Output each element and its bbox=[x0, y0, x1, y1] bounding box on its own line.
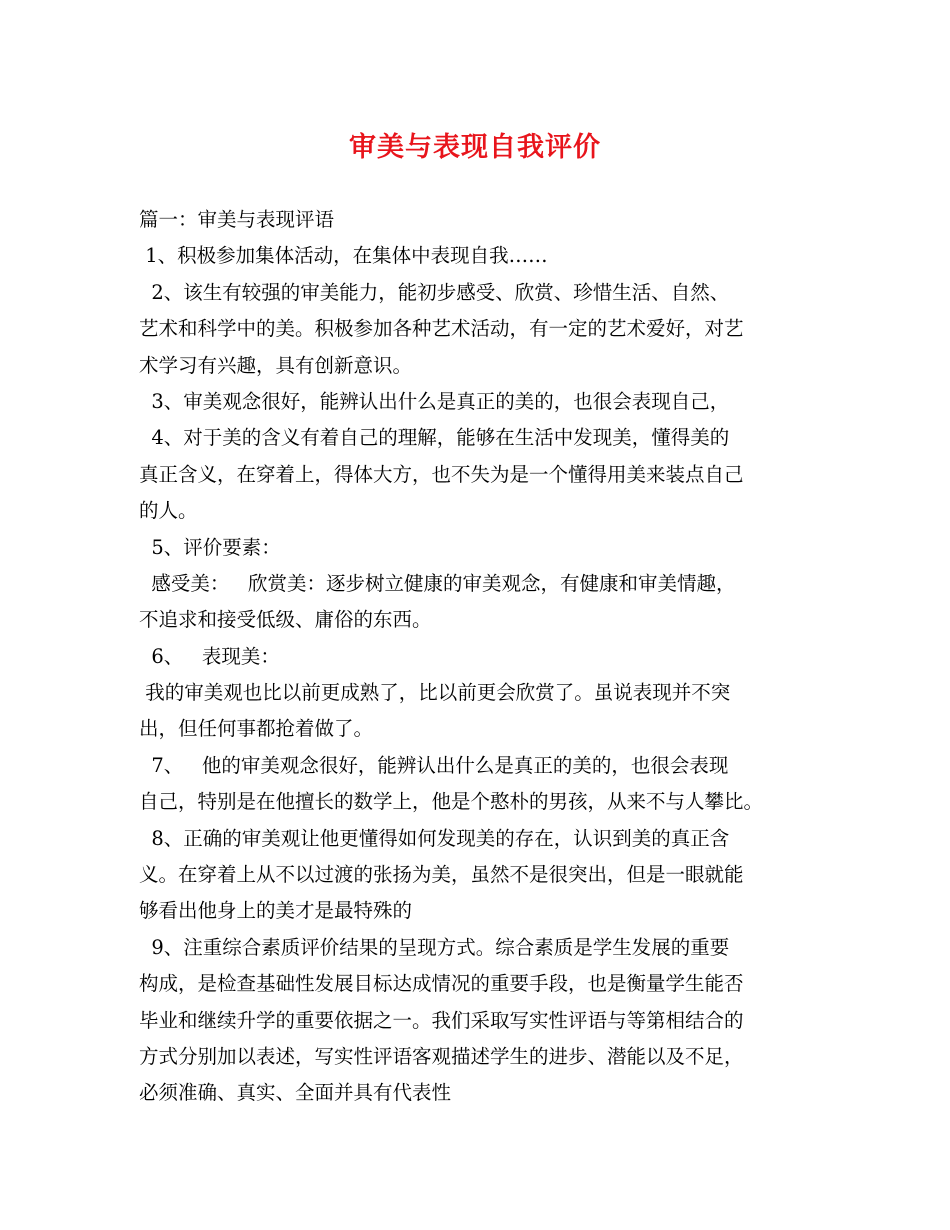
paragraph-line: 出，但任何事都抢着做了。 bbox=[139, 717, 374, 741]
paragraph-line: 方式分别加以表述，写实性评语客观描述学生的进步、潜能以及不足， bbox=[139, 1044, 744, 1068]
paragraph-line: 3、审美观念很好，能辨认出什么是真正的美的，也很会表现自己， bbox=[139, 389, 730, 413]
paragraph-line: 2、该生有较强的审美能力，能初步感受、欣赏、珍惜生活、自然、 bbox=[139, 280, 730, 304]
paragraph-line: 4、对于美的含义有着自己的理解，能够在生活中发现美，懂得美的 bbox=[139, 426, 730, 450]
paragraph-line: 感受美： 欣赏美：逐步树立健康的审美观念，有健康和审美情趣， bbox=[139, 571, 736, 595]
paragraph-line: 篇一：审美与表现评语 bbox=[139, 208, 335, 231]
paragraph-line: 9、注重综合素质评价结果的呈现方式。综合素质是学生发展的重要 bbox=[139, 935, 730, 959]
paragraph-line: 自己，特别是在他擅长的数学上，他是个憨朴的男孩，从来不与人攀比。 bbox=[139, 790, 764, 814]
paragraph-line: 的人。 bbox=[139, 499, 198, 523]
paragraph-line: 6、 表现美： bbox=[139, 644, 280, 668]
document-body bbox=[139, 202, 839, 1112]
paragraph-line: 义。在穿着上从不以过渡的张扬为美，虽然不是很突出，但是一眼就能 bbox=[139, 863, 744, 887]
paragraph-line: 毕业和继续升学的重要依据之一。我们采取写实性评语与等第相结合的 bbox=[139, 1008, 744, 1032]
paragraph-line: 1、积极参加集体活动，在集体中表现自我…… bbox=[139, 244, 548, 268]
paragraph-line: 我的审美观也比以前更成熟了，比以前更会欣赏了。虽说表现并不突 bbox=[139, 681, 731, 705]
paragraph-line: 构成，是检查基础性发展目标达成情况的重要手段，也是衡量学生能否 bbox=[139, 972, 744, 996]
paragraph-line: 必须准确、真实、全面并具有代表性 bbox=[139, 1081, 452, 1105]
paragraph-line: 不追求和接受低级、庸俗的东西。 bbox=[139, 608, 432, 632]
paragraph-line: 术学习有兴趣，具有创新意识。 bbox=[139, 353, 413, 377]
paragraph-line: 真正含义，在穿着上，得体大方，也不失为是一个懂得用美来装点自己 bbox=[139, 462, 744, 486]
paragraph-line: 艺术和科学中的美。积极参加各种艺术活动，有一定的艺术爱好，对艺 bbox=[139, 317, 744, 341]
paragraph-line: 8、正确的审美观让他更懂得如何发现美的存在，认识到美的真正含 bbox=[139, 826, 730, 850]
paragraph-line: 够看出他身上的美才是最特殊的 bbox=[139, 899, 413, 923]
paragraph-line: 7、 他的审美观念很好，能辨认出什么是真正的美的，也很会表现 bbox=[139, 753, 729, 777]
paragraph-line: 5、评价要素： bbox=[139, 535, 281, 559]
page-title: 审美与表现自我评价 bbox=[349, 132, 601, 163]
